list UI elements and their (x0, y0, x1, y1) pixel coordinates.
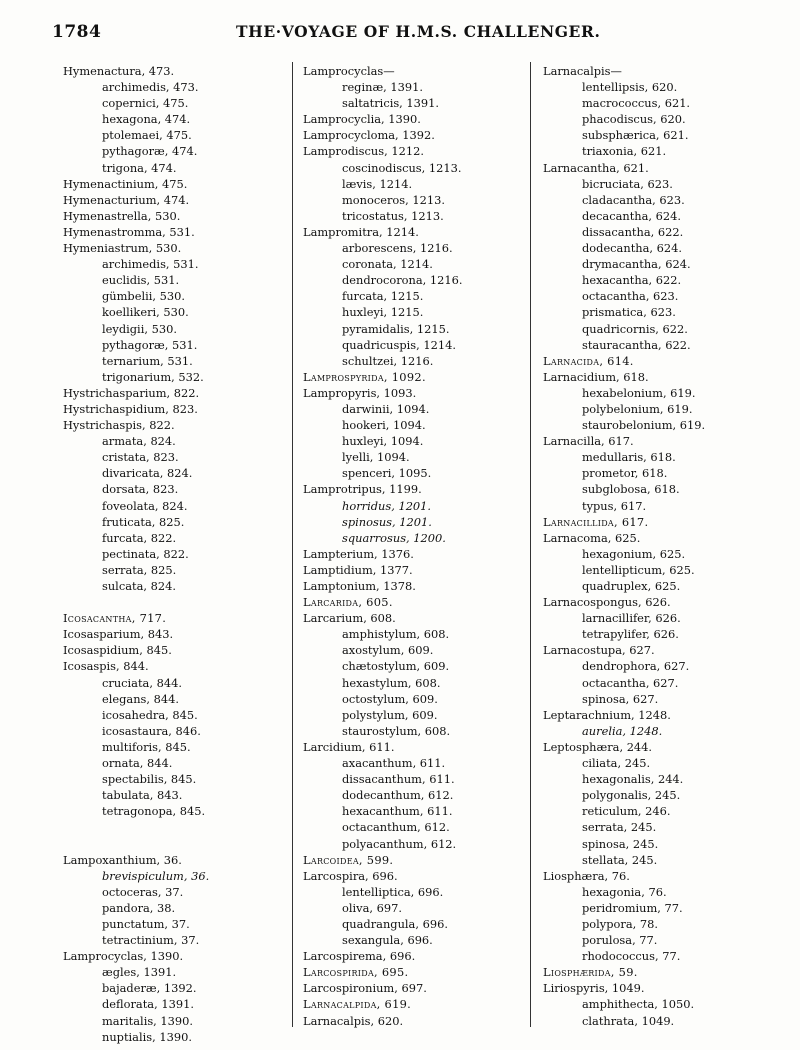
index-entry: Larcospironium, 697. (303, 981, 427, 996)
index-subentry: dendrocorona, 1216. (342, 273, 463, 288)
index-entry: Lampoxanthium, 36. (63, 852, 182, 867)
index-subentry: subsphærica, 621. (582, 128, 689, 143)
index-subentry: pythagoræ, 474. (102, 144, 198, 159)
page-number: 1784 (52, 22, 102, 42)
index-subentry: ternarium, 531. (102, 353, 193, 368)
index-subentry: aurelia, 1248. (582, 723, 663, 738)
index-subentry: saltatricis, 1391. (342, 96, 440, 111)
index-subentry: porulosa, 77. (582, 933, 658, 948)
index-subentry: amphithecta, 1050. (582, 997, 695, 1012)
index-subentry: lentelliptica, 696. (342, 884, 444, 899)
index-subentry: bicruciata, 623. (582, 176, 673, 191)
index-subentry: polystylum, 609. (342, 707, 438, 722)
index-entry: Larcospirida, 695. (303, 965, 409, 980)
index-subentry: tetractinium, 37. (102, 933, 200, 948)
index-subentry: dissacanthum, 611. (342, 772, 455, 787)
index-subentry: octacanthum, 612. (342, 820, 450, 835)
index-subentry: spinosus, 1201. (342, 514, 432, 529)
index-subentry: hexabelonium, 619. (582, 385, 696, 400)
index-entry: Lamprocycloma, 1392. (303, 128, 435, 143)
index-entry: Liosphærida, 59. (543, 965, 638, 980)
index-subentry: pandora, 38. (102, 900, 176, 915)
index-subentry: octacantha, 623. (582, 289, 679, 304)
index-subentry: staurostylum, 608. (342, 723, 451, 738)
index-subentry: cristata, 823. (102, 450, 179, 465)
index-subentry: quadrangula, 696. (342, 916, 448, 931)
index-subentry: prometor, 618. (582, 466, 668, 481)
index-subentry: hookeri, 1094. (342, 418, 426, 433)
index-entry: Larcarium, 608. (303, 611, 396, 626)
index-entry: Lamprotripus, 1199. (303, 482, 422, 497)
index-entry: Larnacalpis, 620. (303, 1013, 404, 1028)
index-subentry: axacanthum, 611. (342, 756, 446, 771)
index-entry: Hystrichasparium, 822. (63, 385, 200, 400)
index-subentry: polybelonium, 619. (582, 401, 693, 416)
index-entry: Larnacida, 614. (543, 353, 634, 368)
index-subentry: reginæ, 1391. (342, 80, 424, 95)
index-entry: Liriospyris, 1049. (543, 981, 645, 996)
index-entry: Hymenacturium, 474. (63, 192, 190, 207)
index-subentry: spinosa, 627. (582, 691, 659, 706)
index-subentry: tetrapylifer, 626. (582, 627, 679, 642)
index-subentry: multiforis, 845. (102, 739, 191, 754)
index-subentry: deflorata, 1391. (102, 997, 194, 1012)
index-subentry: archimedis, 473. (102, 80, 199, 95)
index-subentry: lentellipsis, 620. (582, 80, 678, 95)
index-subentry: chætostylum, 609. (342, 659, 450, 674)
index-entry: Larnacillida, 617. (543, 514, 649, 529)
index-subentry: rhodococcus, 77. (582, 949, 681, 964)
index-subentry: hexagonia, 76. (582, 884, 667, 899)
index-subentry: pectinata, 822. (102, 546, 189, 561)
index-subentry: darwinii, 1094. (342, 401, 430, 416)
index-subentry: horridus, 1201. (342, 498, 432, 513)
index-subentry: maritalis, 1390. (102, 1013, 194, 1028)
index-subentry: dendrophora, 627. (582, 659, 690, 674)
index-subentry: trigona, 474. (102, 160, 177, 175)
column-divider (530, 62, 531, 1027)
index-subentry: axostylum, 609. (342, 643, 434, 658)
index-subentry: serrata, 245. (582, 820, 657, 835)
index-entry: Lamprodiscus, 1212. (303, 144, 424, 159)
index-entry: Larcoidea, 599. (303, 852, 394, 867)
index-subentry: tabulata, 843. (102, 788, 183, 803)
index-subentry: arborescens, 1216. (342, 241, 453, 256)
index-subentry: coronata, 1214. (342, 257, 433, 272)
index-subentry: ornata, 844. (102, 756, 173, 771)
index-subentry: schultzei, 1216. (342, 353, 434, 368)
index-column-2 (303, 63, 513, 1029)
index-subentry: staurobelonium, 619. (582, 418, 706, 433)
index-subentry: archimedis, 531. (102, 257, 199, 272)
index-entry: Lampropyris, 1093. (303, 385, 417, 400)
index-subentry: oliva, 697. (342, 900, 402, 915)
index-spacer (63, 819, 273, 835)
index-entry: Leptosphæra, 244. (543, 739, 653, 754)
index-subentry: icosastaura, 846. (102, 723, 201, 738)
running-head: THE·VOYAGE OF H.M.S. CHALLENGER. (236, 22, 601, 41)
index-entry: Larcospira, 696. (303, 868, 398, 883)
index-subentry: reticulum, 246. (582, 804, 671, 819)
index-subentry: octoceras, 37. (102, 884, 184, 899)
index-subentry: peridromium, 77. (582, 900, 683, 915)
index-entry: Lamprocyclas— (303, 64, 395, 78)
index-subentry: huxleyi, 1215. (342, 305, 424, 320)
index-entry: Hymenastromma, 531. (63, 224, 195, 239)
index-entry: Larnacantha, 621. (543, 160, 649, 175)
index-subentry: tricostatus, 1213. (342, 208, 444, 223)
index-subentry: hexastylum, 608. (342, 675, 441, 690)
index-subentry: fruticata, 825. (102, 514, 185, 529)
index-subentry: divaricata, 824. (102, 466, 193, 481)
index-entry: Lamptidium, 1377. (303, 562, 413, 577)
index-subentry: prismatica, 623. (582, 305, 676, 320)
index-entry: Larnacospongus, 626. (543, 595, 671, 610)
index-entry: Larnacalpis— (543, 64, 622, 78)
index-subentry: hexagonium, 625. (582, 546, 686, 561)
index-subentry: subglobosa, 618. (582, 482, 680, 497)
index-subentry: copernici, 475. (102, 96, 189, 111)
index-entry: Lamprocyclas, 1390. (63, 949, 184, 964)
index-subentry: hexacantha, 622. (582, 273, 682, 288)
index-entry: Hymenactinium, 475. (63, 176, 188, 191)
index-subentry: spenceri, 1095. (342, 466, 432, 481)
index-entry: Liosphæra, 76. (543, 868, 630, 883)
index-subentry: dorsata, 823. (102, 482, 179, 497)
index-subentry: polygonalis, 245. (582, 788, 681, 803)
index-subentry: drymacantha, 624. (582, 257, 691, 272)
index-subentry: armata, 824. (102, 434, 176, 449)
index-subentry: koellikeri, 530. (102, 305, 189, 320)
index-entry: Hystrichaspidium, 823. (63, 401, 198, 416)
index-entry: Larnacidium, 618. (543, 369, 649, 384)
index-subentry: quadricornis, 622. (582, 321, 688, 336)
index-subentry: octacantha, 627. (582, 675, 679, 690)
index-subentry: larnacillifer, 626. (582, 611, 681, 626)
index-subentry: gümbelii, 530. (102, 289, 185, 304)
index-entry: Hymeniastrum, 530. (63, 241, 182, 256)
index-subentry: monoceros, 1213. (342, 192, 445, 207)
index-entry: Icosaspis, 844. (63, 659, 149, 674)
index-subentry: tetragonopa, 845. (102, 804, 206, 819)
index-subentry: pyramidalis, 1215. (342, 321, 450, 336)
index-subentry: polypora, 78. (582, 916, 658, 931)
index-entry: Larcarida, 605. (303, 595, 393, 610)
index-subentry: cruciata, 844. (102, 675, 182, 690)
index-spacer (63, 836, 273, 852)
index-entry: Larcidium, 611. (303, 739, 395, 754)
column-divider (292, 62, 293, 1027)
index-subentry: brevispiculum, 36. (102, 868, 210, 883)
index-subentry: medullaris, 618. (582, 450, 676, 465)
index-entry: Lamptonium, 1378. (303, 579, 416, 593)
index-subentry: dodecantha, 624. (582, 241, 682, 256)
index-subentry: coscinodiscus, 1213. (342, 160, 462, 175)
index-subentry: ciliata, 245. (582, 756, 651, 771)
index-entry: Leptarachnium, 1248. (543, 707, 671, 722)
index-subentry: quadruplex, 625. (582, 579, 681, 593)
index-subentry: foveolata, 824. (102, 498, 188, 513)
index-subentry: octostylum, 609. (342, 691, 438, 706)
index-subentry: furcata, 1215. (342, 289, 424, 304)
index-subentry: furcata, 822. (102, 530, 177, 545)
index-subentry: triaxonia, 621. (582, 144, 667, 159)
index-entry: Larnacalpida, 619. (303, 997, 412, 1012)
index-subentry: icosahedra, 845. (102, 707, 198, 722)
index-entry: Lamprocyclia, 1390. (303, 112, 421, 127)
index-column-1 (63, 63, 273, 1045)
index-subentry: quadricuspis, 1214. (342, 337, 456, 352)
index-subentry: spinosa, 245. (582, 836, 659, 851)
index-subentry: hexagona, 474. (102, 112, 191, 127)
index-subentry: pythagoræ, 531. (102, 337, 198, 352)
index-subentry: lævis, 1214. (342, 176, 413, 191)
index-subentry: spectabilis, 845. (102, 772, 197, 787)
index-subentry: sexangula, 696. (342, 933, 433, 948)
index-subentry: stellata, 245. (582, 852, 658, 867)
index-subentry: ptolemaei, 475. (102, 128, 192, 143)
index-entry: Larnacoma, 625. (543, 530, 641, 545)
index-subentry: huxleyi, 1094. (342, 434, 424, 449)
index-subentry: squarrosus, 1200. (342, 530, 446, 545)
index-subentry: bajaderæ, 1392. (102, 981, 197, 996)
index-subentry: euclidis, 531. (102, 273, 180, 288)
index-subentry: dodecanthum, 612. (342, 788, 454, 803)
index-subentry: trigonarium, 532. (102, 369, 204, 384)
index-subentry: lentellipticum, 625. (582, 562, 695, 577)
index-entry: Hystrichaspis, 822. (63, 418, 175, 433)
index-subentry: polyacanthum, 612. (342, 836, 457, 851)
index-subentry: serrata, 825. (102, 562, 177, 577)
index-entry: Lampterium, 1376. (303, 546, 414, 561)
index-subentry: amphistylum, 608. (342, 627, 450, 642)
index-subentry: typus, 617. (582, 498, 647, 513)
index-subentry: hexagonalis, 244. (582, 772, 684, 787)
index-subentry: clathrata, 1049. (582, 1013, 675, 1028)
index-entry: Hymenactura, 473. (63, 64, 175, 78)
index-entry: Lamprospyrida, 1092. (303, 369, 426, 384)
index-subentry: decacantha, 624. (582, 208, 682, 223)
index-spacer (63, 594, 273, 610)
index-entry: Icosaspidium, 845. (63, 643, 172, 658)
index-subentry: hexacanthum, 611. (342, 804, 453, 819)
index-entry: Larcospirema, 696. (303, 949, 416, 964)
index-subentry: phacodiscus, 620. (582, 112, 686, 127)
index-entry: Hymenastrella, 530. (63, 208, 181, 223)
index-subentry: dissacantha, 622. (582, 224, 684, 239)
index-subentry: sulcata, 824. (102, 579, 176, 593)
index-subentry: nuptialis, 1390. (102, 1029, 192, 1044)
index-entry: Larnacostupa, 627. (543, 643, 655, 658)
index-entry: Lampromitra, 1214. (303, 224, 419, 239)
index-entry: Icosasparium, 843. (63, 627, 174, 642)
index-subentry: elegans, 844. (102, 691, 179, 706)
index-subentry: stauracantha, 622. (582, 337, 691, 352)
index-subentry: ægles, 1391. (102, 965, 177, 980)
index-column-3 (543, 63, 753, 1029)
index-subentry: lyelli, 1094. (342, 450, 410, 465)
index-entry: Larnacilla, 617. (543, 434, 634, 449)
index-subentry: punctatum, 37. (102, 916, 190, 931)
index-entry: Icosacantha, 717. (63, 611, 167, 626)
index-subentry: leydigii, 530. (102, 321, 177, 336)
index-subentry: macrococcus, 621. (582, 96, 691, 111)
index-subentry: cladacantha, 623. (582, 192, 685, 207)
